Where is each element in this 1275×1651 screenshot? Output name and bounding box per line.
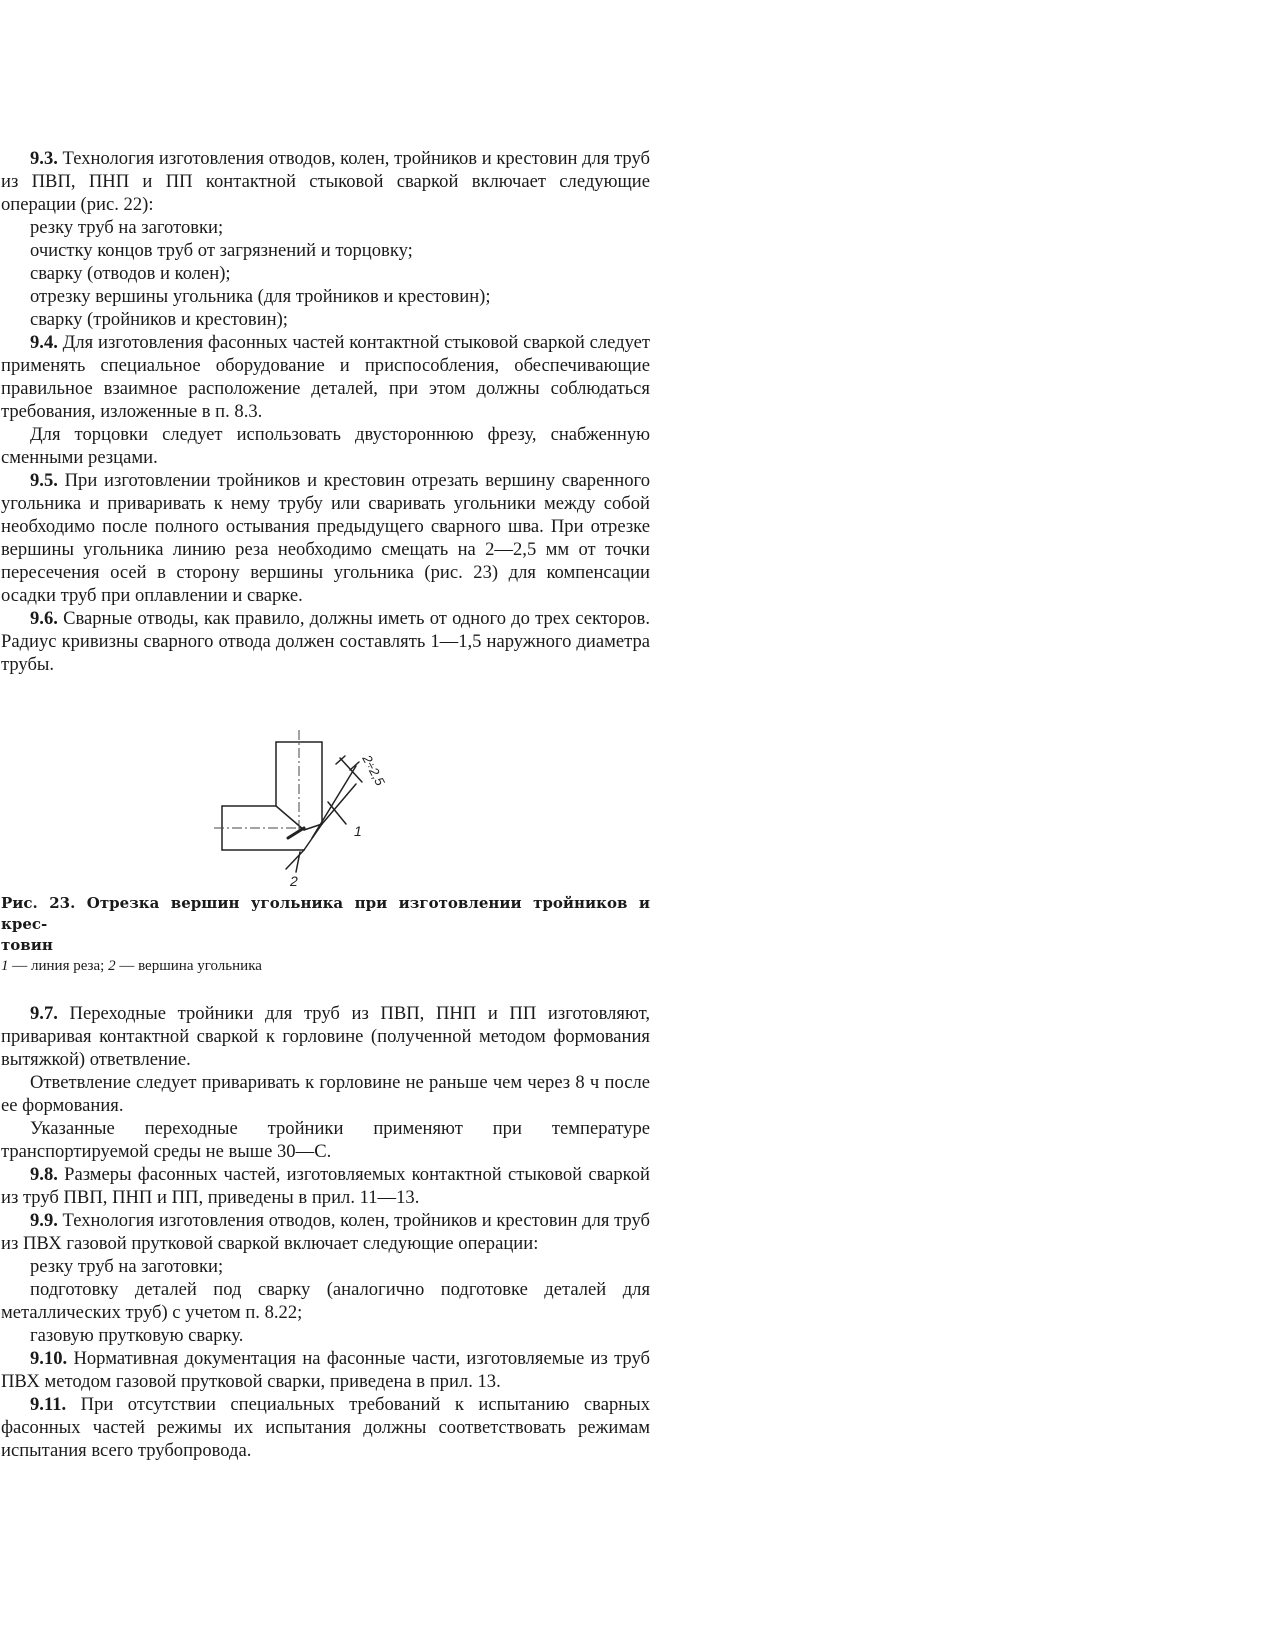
paragraph-text: Технология изготовления отводов, колен, тройников и крестовин для труб из ПВП, ПНП и ПП контактной стыковой сваркой включает следующие операции (рис. 22): <box>1 148 650 215</box>
text-block-top <box>1 147 650 676</box>
clause-number: 9.10. <box>30 1348 68 1369</box>
paragraph-9-8 <box>1 1163 650 1209</box>
clause-number: 9.7. <box>30 1003 58 1024</box>
list-item <box>1 1324 650 1347</box>
paragraph-text: Сварные отводы, как правило, должны иметь от одного до трех секторов. Радиус кривизны сварного отвода должен составлять 1—1,5 наружного диаметра трубы. <box>1 608 650 675</box>
clause-number: 9.4. <box>30 332 58 353</box>
paragraph-text: Размеры фасонных частей, изготовляемых контактной стыковой сваркой из труб ПВП, ПНП и ПП, приведены в прил. 11—13. <box>1 1164 650 1208</box>
caption-line: Рис. 23. Отрезка вершин угольника при изготовлении тройников и крес- <box>1 894 650 933</box>
figure-label-2: 2 <box>290 873 298 889</box>
clause-number: 9.11. <box>30 1394 67 1415</box>
list-item-text: отрезку вершины угольника (для тройников и крестовин); <box>30 286 491 307</box>
paragraph-text: При изготовлении тройников и крестовин отрезать вершину сваренного угольника и приваривать к нему трубу или сваривать угольники между собой необходимо после полного остывания предыдущего сварного шва. При отрезке вершины угольника линию реза необходимо смещать на 2—2,5 мм от точки пересечения осей в сторону вершины угольника (рис. 23) для компенсации осадки труб при оплавлении и сварке. <box>1 470 650 606</box>
paragraph-9-6 <box>1 607 650 676</box>
paragraph-text: Указанные переходные тройники применяют при температуре транспортируемой среды не выше 30—С. <box>1 1118 650 1162</box>
clause-number: 9.6. <box>30 608 58 629</box>
cut-line-ext <box>322 784 356 824</box>
paragraph-9-7 <box>1 1002 650 1071</box>
clause-number: 9.9. <box>30 1210 58 1231</box>
weld-hatch <box>288 828 304 838</box>
paragraph-text: Нормативная документация на фасонные части, изготовляемые из труб ПВХ методом газовой прутковой сварки, приведена в прил. 13. <box>1 1348 650 1392</box>
caption-line: товин <box>1 936 53 954</box>
paragraph-text: Переходные тройники для труб из ПВП, ПНП и ПП изготовляют, приваривая контактной сваркой к горловине (полученной методом формования вытяжкой) ответвление. <box>1 1003 650 1070</box>
dimension-label: 2÷2,5 <box>359 752 388 789</box>
paragraph-9-4 <box>1 331 650 423</box>
leader-line-2 <box>296 852 300 872</box>
list-item <box>1 216 650 239</box>
paragraph-text: Для изготовления фасонных частей контактной стыковой сваркой следует применять специальное оборудование и приспособления, обеспечивающие правильное взаимное расположение деталей, при этом должны соблюдаться требования, изложенные в п. 8.3. <box>1 332 650 422</box>
figure-legend <box>1 956 262 976</box>
list-item-text: резку труб на заготовки; <box>30 217 224 238</box>
legend-text: — вершина угольника <box>115 958 262 974</box>
list-item <box>1 285 650 308</box>
legend-key: 2 <box>108 958 116 974</box>
list-item-text: очистку концов труб от загрязнений и торцовку; <box>30 240 413 261</box>
paragraph <box>1 1117 650 1163</box>
paragraph-9-3 <box>1 147 650 216</box>
list-item-text: подготовку деталей под сварку (аналогично подготовке деталей для металлических труб) с учетом п. 8.22; <box>1 1279 650 1323</box>
list-item <box>1 1278 650 1324</box>
figure-caption <box>1 893 650 956</box>
legend-text: — линия реза; <box>8 958 109 974</box>
paragraph-text: Ответвление следует приваривать к горловине не раньше чем через 8 ч после ее формования. <box>1 1072 650 1116</box>
weld-miter-line <box>276 806 304 830</box>
paragraph-9-5 <box>1 469 650 607</box>
text-block-bottom <box>1 1002 650 1462</box>
clause-number: 9.8. <box>30 1164 58 1185</box>
list-item <box>1 262 650 285</box>
figure-23-drawing <box>200 726 440 892</box>
list-item <box>1 239 650 262</box>
cut-line <box>312 766 356 838</box>
paragraph <box>1 423 650 469</box>
apex-cut-edge <box>286 850 304 869</box>
list-item <box>1 308 650 331</box>
paragraph-text: При отсутствии специальных требований к испытанию сварных фасонных частей режимы их испытания должны соответствовать режимам испытания всего трубопровода. <box>1 1394 650 1461</box>
paragraph-9-11 <box>1 1393 650 1462</box>
clause-number: 9.3. <box>30 148 58 169</box>
paragraph-text: Для торцовки следует использовать двустороннюю фрезу, снабженную сменными резцами. <box>1 424 650 468</box>
list-item-text: резку труб на заготовки; <box>30 1256 224 1277</box>
list-item-text: сварку (тройников и крестовин); <box>30 309 288 330</box>
list-item <box>1 1255 650 1278</box>
figure-label-1: 1 <box>354 823 362 839</box>
list-item-text: газовую прутковую сварку. <box>30 1325 244 1346</box>
paragraph-9-10 <box>1 1347 650 1393</box>
legend-key: 1 <box>1 958 9 974</box>
list-item-text: сварку (отводов и колен); <box>30 263 231 284</box>
paragraph-9-9 <box>1 1209 650 1255</box>
paragraph <box>1 1071 650 1117</box>
clause-number: 9.5. <box>30 470 58 491</box>
paragraph-text: Технология изготовления отводов, колен, тройников и крестовин для труб из ПВХ газовой прутковой сваркой включает следующие операции: <box>1 1210 650 1254</box>
